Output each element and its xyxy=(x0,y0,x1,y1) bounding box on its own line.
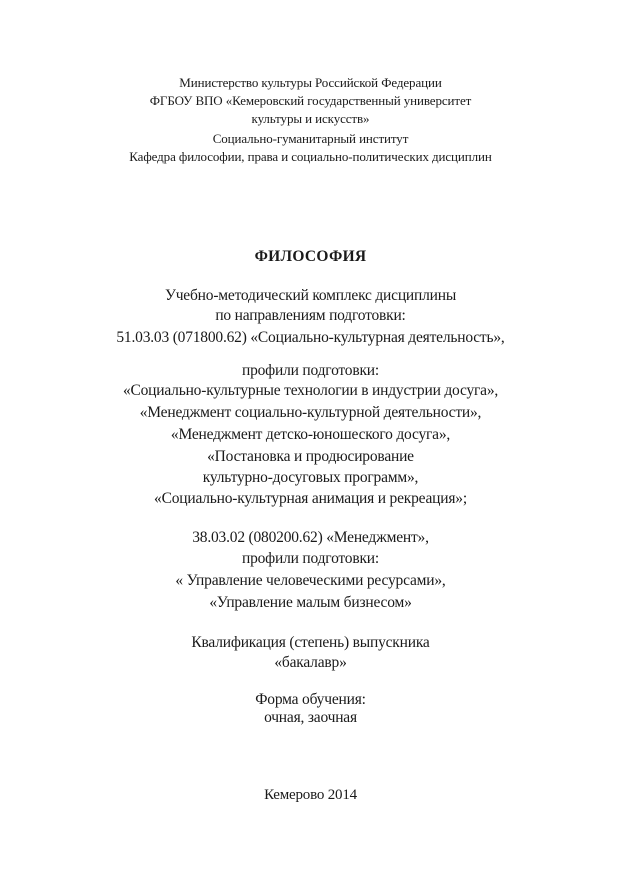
document-title: ФИЛОСОФИЯ xyxy=(254,248,367,265)
university-line: ФГБОУ ВПО «Кемеровский государственный университет xyxy=(149,93,472,108)
description-line: по направлениям подготовки: xyxy=(215,307,406,324)
profile-item: «Постановка и продюсирование xyxy=(207,448,414,465)
profile-item: «Социально-культурная анимация и рекреация»; xyxy=(154,490,467,507)
profiles-heading: профили подготовки: xyxy=(241,362,379,379)
study-form-value: очная, заочная xyxy=(264,709,357,726)
profile-item: «Менеджмент детско-юношеского досуга», xyxy=(170,426,451,443)
profile-item: «Управление малым бизнесом» xyxy=(209,594,412,611)
profile-item-cont: культурно-досуговых программ», xyxy=(202,469,419,486)
profile-item: «Менеджмент социально-культурной деятельности», xyxy=(139,404,482,421)
direction-2-line: 38.03.02 (080200.62) «Менеджмент», xyxy=(192,529,429,546)
study-form-label: Форма обучения: xyxy=(255,691,366,708)
profiles-heading: профили подготовки: xyxy=(241,550,379,567)
profile-item: « Управление человеческими ресурсами», xyxy=(175,572,446,589)
qualification-label: Квалификация (степень) выпускника xyxy=(191,634,430,651)
profile-item: «Социально-культурные технологии в индустрии досуга», xyxy=(122,382,499,399)
qualification-value: «бакалавр» xyxy=(274,654,347,671)
description-line: Учебно-методический комплекс дисциплины xyxy=(164,287,457,304)
university-line-cont: культуры и искусств» xyxy=(251,111,370,126)
ministry-line: Министерство культуры Российской Федерации xyxy=(179,75,442,90)
department-line: Кафедра философии, права и социально-политических дисциплин xyxy=(129,149,492,164)
city-year: Кемерово 2014 xyxy=(264,787,357,803)
direction-1-line: 51.03.03 (071800.62) «Социально-культурная деятельность», xyxy=(116,329,505,346)
institute-line: Социально-гуманитарный институт xyxy=(212,131,409,146)
